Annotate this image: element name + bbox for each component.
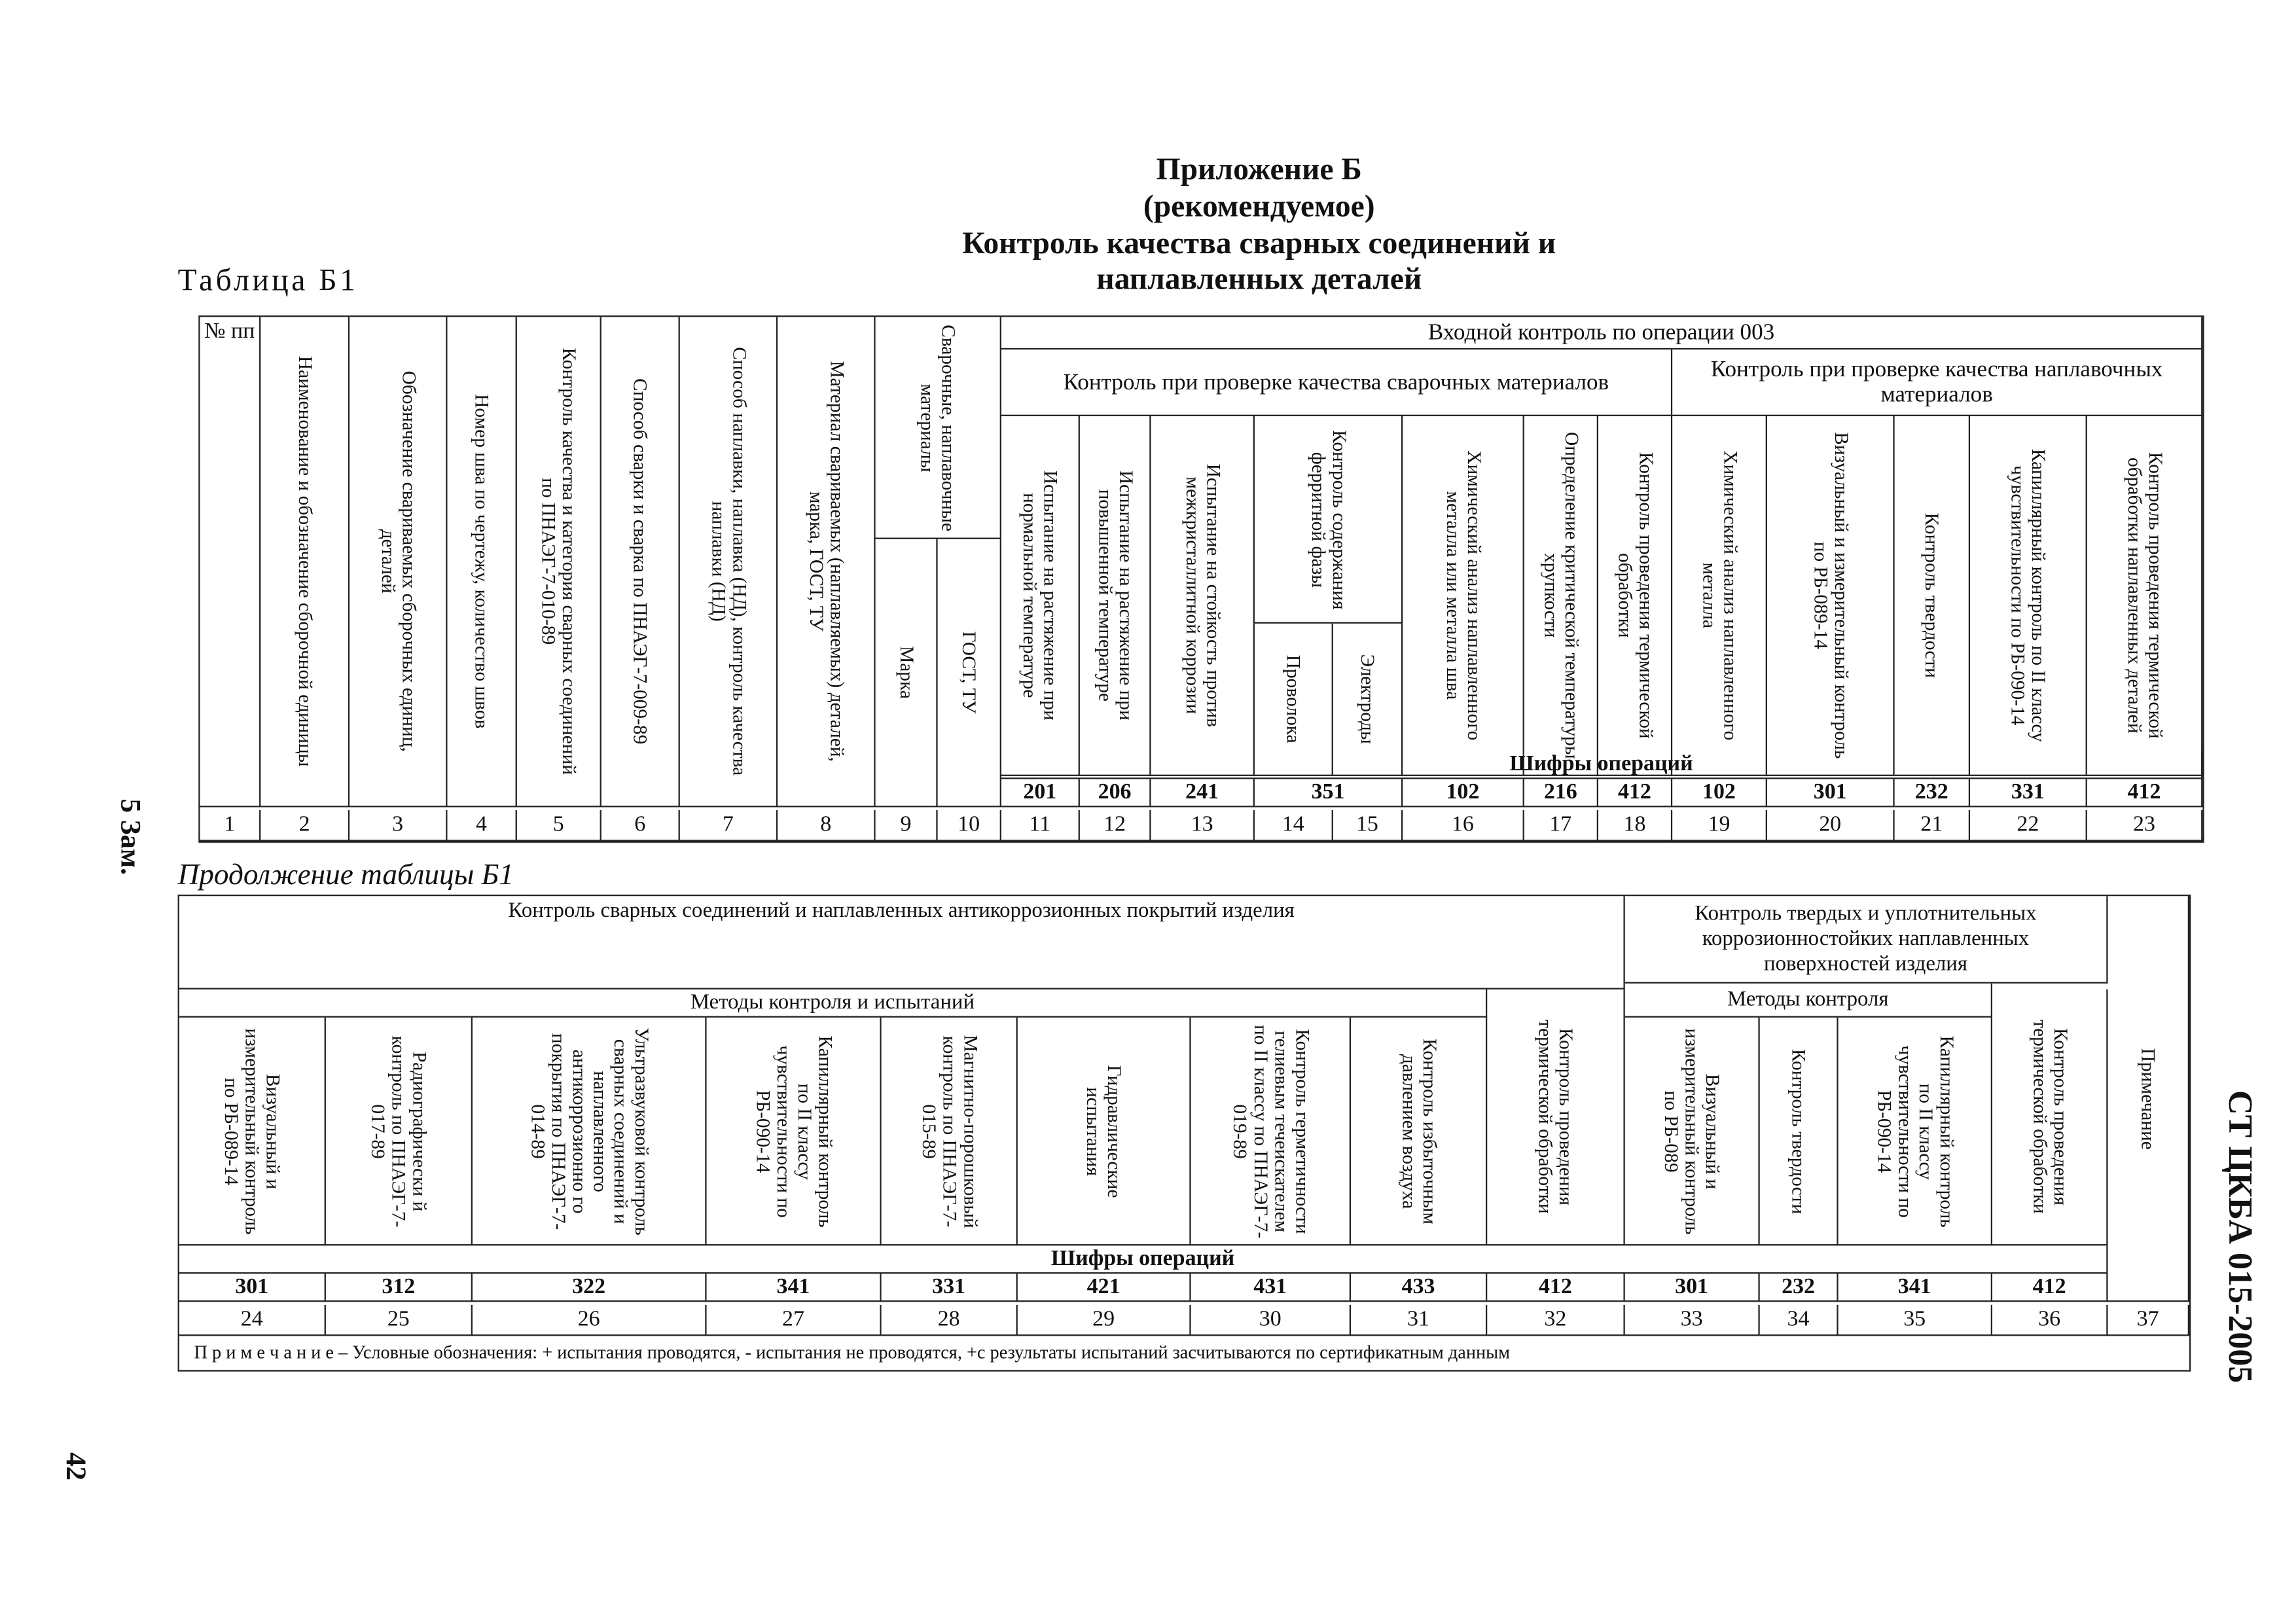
- col-number: 15: [1333, 810, 1403, 842]
- header-col-6: Способ сварки и сварка по ПНАЭГ-7-009-89: [601, 317, 680, 807]
- col-number: 30: [1191, 1305, 1351, 1336]
- col-number: 37: [2108, 1305, 2189, 1336]
- col-number: 6: [601, 810, 680, 842]
- col-number: 35: [1839, 1305, 1992, 1336]
- op-code: 431: [1191, 1274, 1351, 1302]
- col-number: 13: [1151, 810, 1255, 842]
- header-col-37: Примечание: [2108, 896, 2189, 1302]
- header-col-29: Гидравлические испытания: [1018, 1018, 1191, 1246]
- surfacing-materials-header: Контроль при проверке качества наплавочных материалов: [1672, 349, 2202, 416]
- table-b1: [198, 315, 2204, 843]
- header-col-28: Магнитно-порошковый контроль по ПНАЭГ-7-015-89: [882, 1018, 1018, 1246]
- op-code: 421: [1018, 1274, 1191, 1302]
- header-col-4: Номер шва по чертежу, количество швов: [447, 317, 516, 807]
- col-number: 19: [1672, 810, 1767, 842]
- header-col-34: Контроль твердости: [1760, 1018, 1839, 1246]
- col-number: 4: [447, 810, 516, 842]
- col-number: 14: [1255, 810, 1333, 842]
- col-number: 2: [260, 810, 350, 842]
- header-col-26: Ультразвуковой контроль сварных соединений и наплавленного антикоррозионно го покрытия по ПНАЭГ-7-014-89: [473, 1018, 707, 1246]
- welding-materials-header: Контроль при проверке качества сварочных материалов: [1001, 349, 1672, 416]
- operation-codes-label: Шифры операций: [1001, 751, 2202, 779]
- entry-control-header: Входной контроль по операции 003: [1001, 317, 2202, 349]
- op-code: 412: [1487, 1274, 1624, 1302]
- welded-joints-group-header: Контроль сварных соединений и наплавленных антикоррозионных покрытий изделия: [179, 896, 1625, 990]
- op-code: 241: [1151, 779, 1255, 807]
- header-col-31: Контроль избыточным давлением воздуха: [1351, 1018, 1487, 1246]
- col-number: 25: [326, 1305, 473, 1336]
- op-code: 301: [1767, 779, 1895, 807]
- header-col-21: Контроль твердости: [1895, 416, 1970, 776]
- table-note: П р и м е ч а н и е – Условные обозначения: + испытания проводятся, - испытания не проводятся, +с результаты испытаний засчитываются по сертификатным данным: [194, 1342, 1511, 1363]
- col-number: 7: [680, 810, 778, 842]
- header-col-2: Наименование и обозначение сборочной единицы: [260, 317, 350, 807]
- op-code: 433: [1351, 1274, 1487, 1302]
- col-number: 32: [1487, 1305, 1624, 1336]
- op-code: 412: [2087, 779, 2203, 807]
- op-code: 341: [707, 1274, 882, 1302]
- col-number: 24: [179, 1305, 326, 1336]
- header-col-33: Визуальный и измерительный контроль по РБ-089: [1625, 1018, 1760, 1246]
- header-col-25: Радиографически й контроль по ПНАЭГ-7-017-89: [326, 1018, 473, 1246]
- col-number: 34: [1760, 1305, 1839, 1336]
- col-number: 21: [1895, 810, 1970, 842]
- op-code: 331: [1970, 779, 2087, 807]
- header-col-19: Химический анализ наплавленного металла: [1672, 416, 1767, 776]
- operation-codes-label: Шифры операций: [179, 1245, 2108, 1274]
- col-number: 9: [876, 810, 938, 842]
- op-code: 322: [473, 1274, 707, 1302]
- op-code: 206: [1080, 779, 1151, 807]
- col-number: 26: [473, 1305, 707, 1336]
- header-col-8: Материал свариваемых (наплавляемых) деталей, марка, ГОСТ, ТУ: [778, 317, 875, 807]
- col-number: 11: [1001, 810, 1080, 842]
- header-col-7: Способ наплавки, наплавка (НД), контроль качества наплавки (НД): [680, 317, 778, 807]
- header-col-12: Испытание на растяжение при повышенной температуре: [1080, 416, 1151, 776]
- header-col-3: Обозначение свариваемых сборочных единиц, деталей: [350, 317, 447, 807]
- page-number: 42: [59, 1452, 91, 1481]
- op-code: 412: [1598, 779, 1672, 807]
- table-label: Таблица Б1: [177, 262, 359, 298]
- methods-header: Методы контроля и испытаний: [179, 990, 1487, 1018]
- header-col-16: Химический анализ наплавленного металла или металла шва: [1403, 416, 1524, 776]
- col-number: 27: [707, 1305, 882, 1336]
- header-col-15: Электроды: [1333, 624, 1403, 776]
- header-col-1: № пп: [200, 317, 261, 807]
- header-col-22: Капиллярный контроль по II классу чувствительности по РБ-090-14: [1970, 416, 2087, 776]
- col-number: 12: [1080, 810, 1151, 842]
- standard-code: СТ ЦКБА 015-2005: [2221, 1090, 2259, 1383]
- revision-mark: 5 Зам.: [114, 798, 145, 875]
- col-number: 23: [2087, 810, 2203, 842]
- op-code: 102: [1403, 779, 1524, 807]
- header-col-9-10: Сварочные, наплавочные материалы: [876, 317, 1001, 539]
- col-number: 5: [517, 810, 601, 842]
- appendix-status: (рекомендуемое): [1143, 188, 1375, 224]
- header-col-9: Марка: [876, 539, 938, 808]
- col-number: 10: [938, 810, 1001, 842]
- col-number: 29: [1018, 1305, 1191, 1336]
- op-code: 341: [1839, 1274, 1992, 1302]
- col-number: 20: [1767, 810, 1895, 842]
- op-code: 301: [1625, 1274, 1760, 1302]
- header-col-14: Проволока: [1255, 624, 1333, 776]
- col-number: 3: [350, 810, 447, 842]
- header-col-32: Контроль проведения термической обработки: [1487, 990, 1624, 1246]
- header-col-13: Испытание на стойкость против межкристаллитной коррозии: [1151, 416, 1255, 776]
- op-code: 412: [1992, 1274, 2108, 1302]
- op-code: 102: [1672, 779, 1767, 807]
- col-number: 28: [882, 1305, 1018, 1336]
- methods-control-header: Методы контроля: [1625, 984, 1992, 1018]
- header-col-36: Контроль проведения термической обработки: [1992, 990, 2108, 1246]
- table-b1-continuation: [178, 895, 2191, 1372]
- header-col-14-15: Контроль содержания ферритной фазы: [1255, 416, 1403, 624]
- header-col-27: Капиллярный контроль по II классу чувствительности по РБ-090-14: [707, 1018, 882, 1246]
- op-code: 216: [1524, 779, 1598, 807]
- appendix-subject: Контроль качества сварных соединений и наплавленных деталей: [962, 225, 1556, 296]
- col-number: 8: [778, 810, 875, 842]
- col-number: 16: [1403, 810, 1524, 842]
- header-col-20: Визуальный и измерительный контроль по РБ-089-14: [1767, 416, 1895, 776]
- header-col-17: Определение критической температуры хрупкости: [1524, 416, 1598, 776]
- op-code: 232: [1895, 779, 1970, 807]
- appendix-title: Приложение Б: [1156, 151, 1362, 187]
- header-col-35: Капиллярный контроль по II классу чувствительности по РБ-090-14: [1839, 1018, 1992, 1246]
- continuation-caption: Продолжение таблицы Б1: [177, 859, 514, 892]
- col-number: 33: [1625, 1305, 1760, 1336]
- op-code: 201: [1001, 779, 1080, 807]
- col-number: 36: [1992, 1305, 2108, 1336]
- header-col-23: Контроль проведения термической обработки наплавленных деталей: [2087, 416, 2203, 776]
- header-col-30: Контроль герметичности гелиевым течеискателем по II классу по ПНАЭГ-7-019-89: [1191, 1018, 1351, 1246]
- op-code: 232: [1760, 1274, 1839, 1302]
- col-number: 18: [1598, 810, 1672, 842]
- op-code: 301: [179, 1274, 326, 1302]
- col-number: 17: [1524, 810, 1598, 842]
- op-code: 331: [882, 1274, 1018, 1302]
- header-col-18: Контроль проведения термической обработки: [1598, 416, 1672, 776]
- op-code: 351: [1255, 779, 1403, 807]
- col-number: 31: [1351, 1305, 1487, 1336]
- header-col-10: ГОСТ, ТУ: [938, 539, 1001, 808]
- op-code: 312: [326, 1274, 473, 1302]
- col-number: 22: [1970, 810, 2087, 842]
- header-col-5: Контроль качества и категория сварных соединений по ПНАЭГ-7-010-89: [517, 317, 601, 807]
- hard-surfaces-group-header: Контроль твердых и уплотнительных коррозионностойких наплавленных поверхностей изделия: [1625, 896, 2108, 984]
- header-col-24: Визуальный и измерительный контроль по РБ-089-14: [179, 1018, 326, 1246]
- header-col-11: Испытание на растяжение при нормальной температуре: [1001, 416, 1080, 776]
- col-number: 1: [200, 810, 261, 842]
